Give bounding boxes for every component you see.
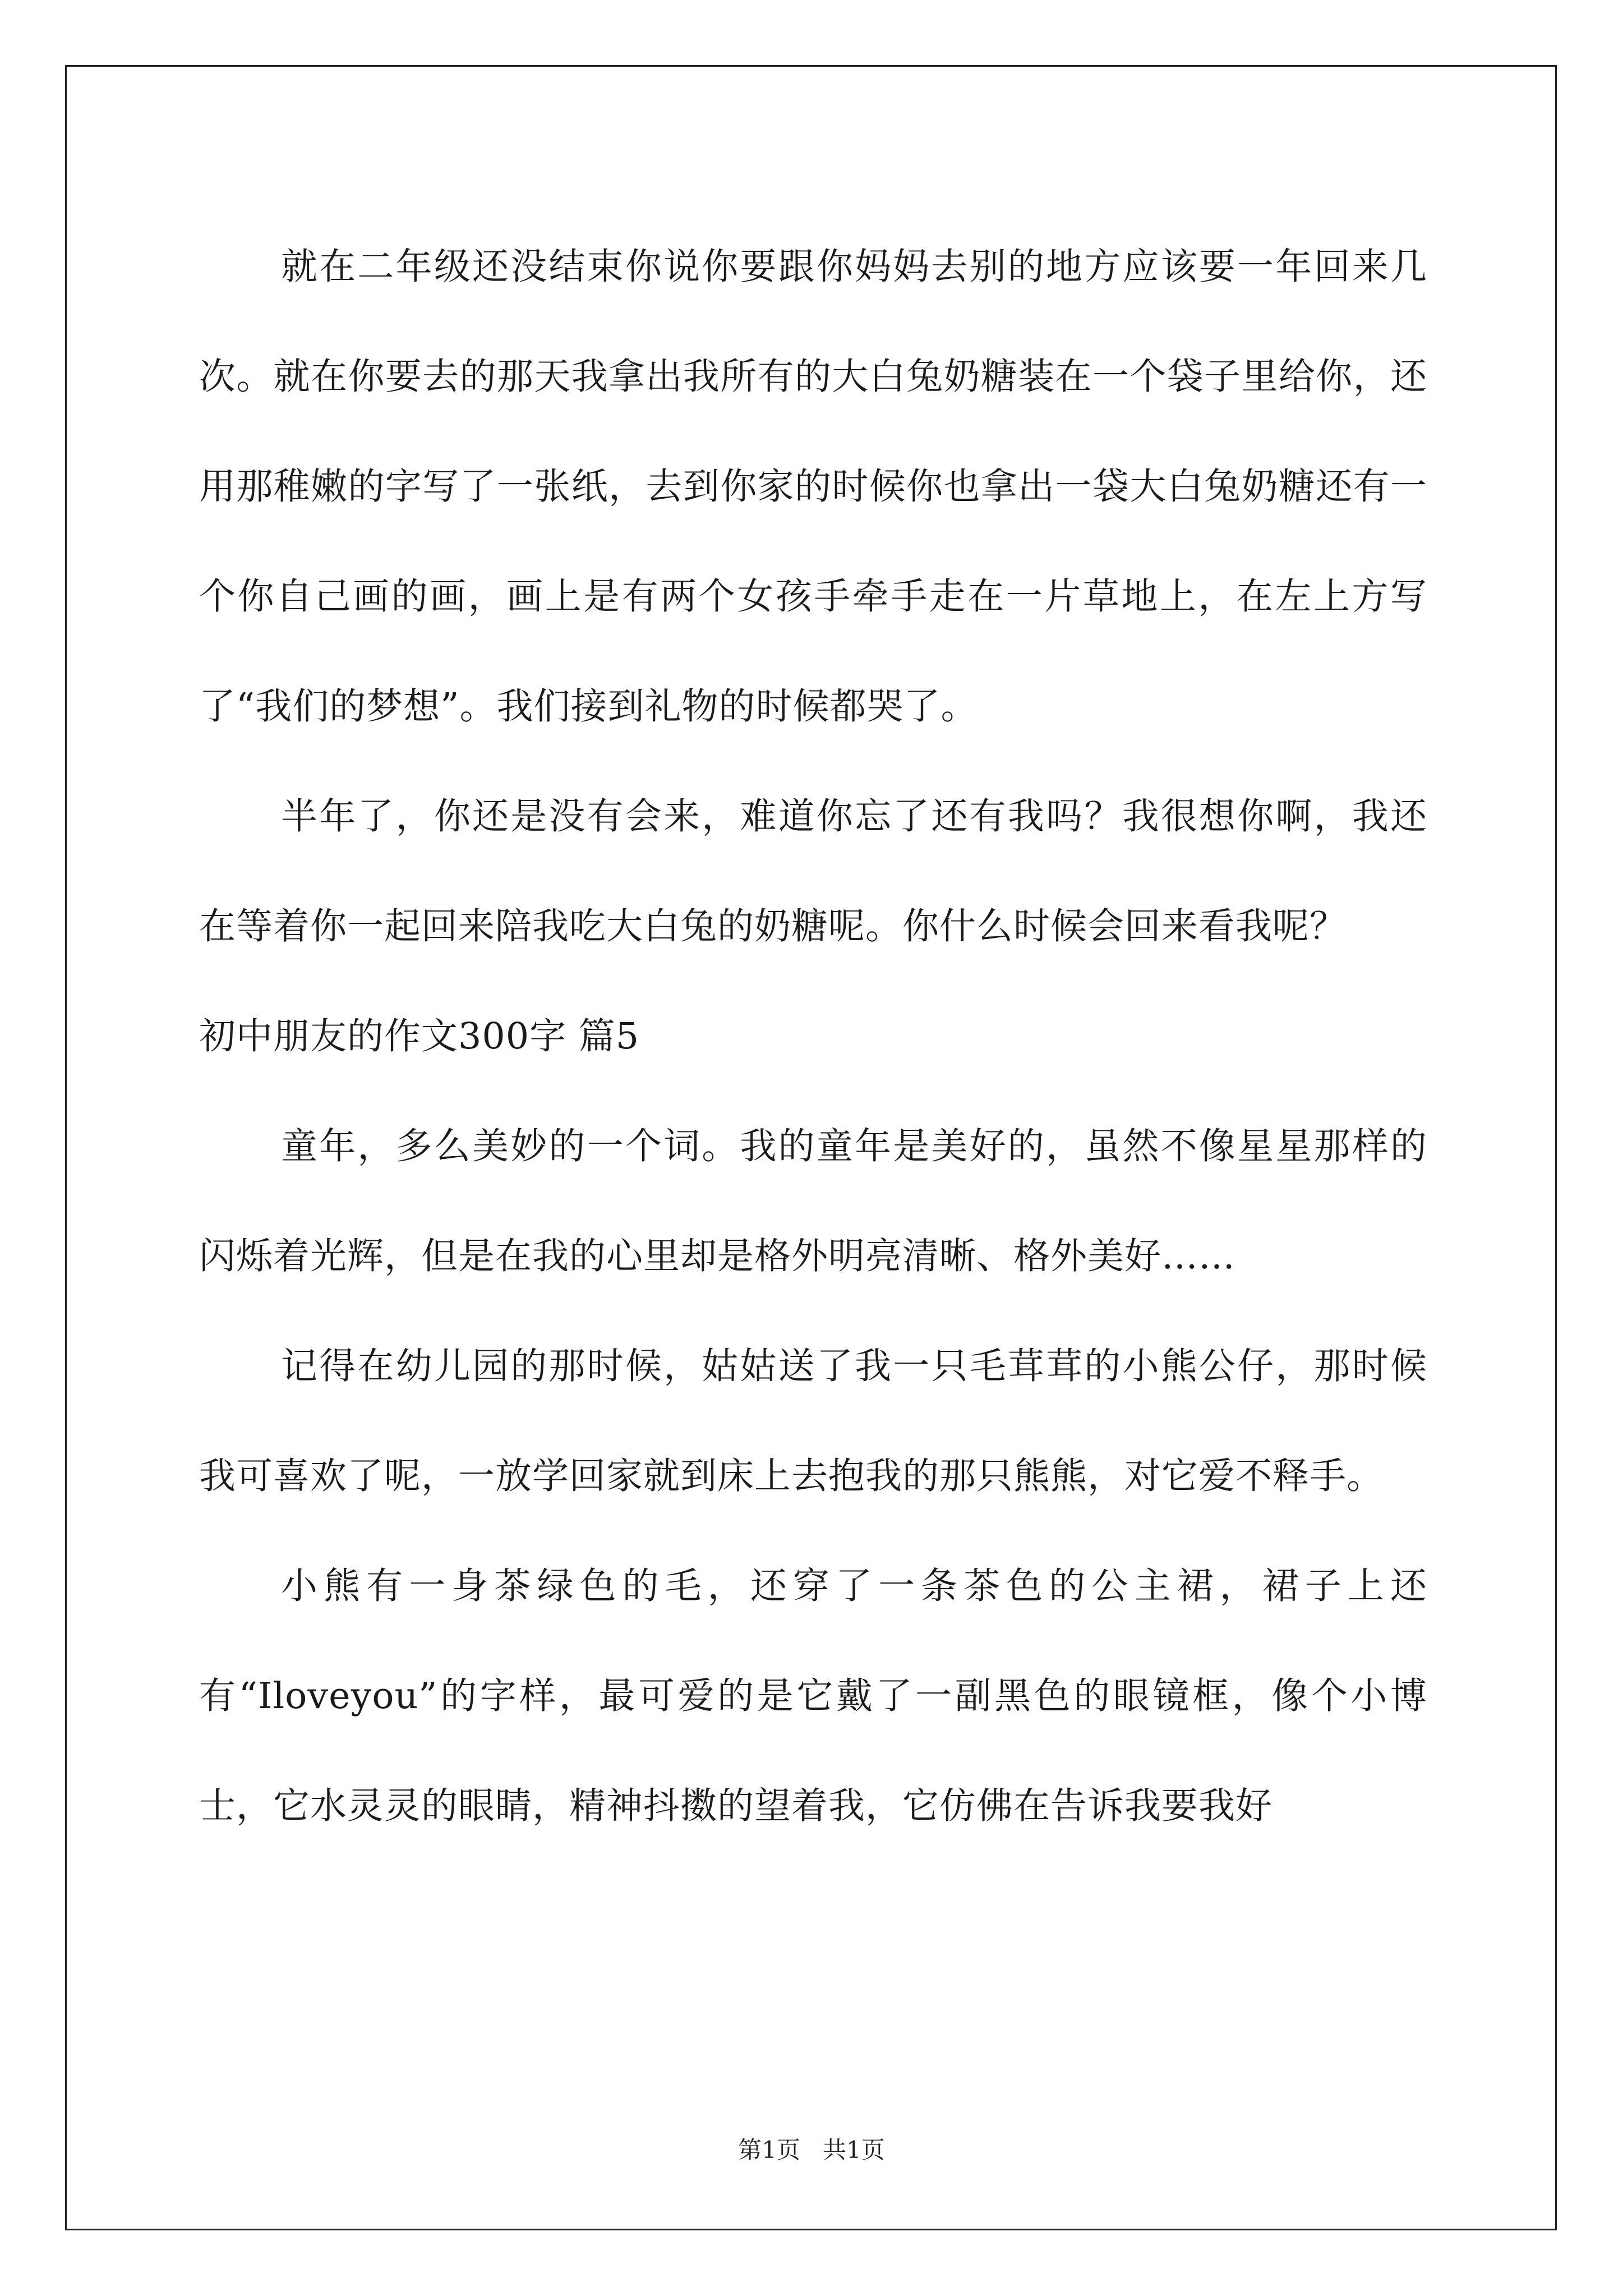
- page-number-footer: 第1页 共1页: [738, 2136, 885, 2164]
- section-heading: 初中朋友的作文300字 篇5: [199, 1015, 640, 1057]
- paragraph-3: 童年，多么美妙的一个词。我的童年是美好的，虽然不像星星那样的闪烁着光辉，但是在我的心里却是格外明亮清晰、格外美好……: [199, 1125, 1427, 1277]
- paragraph-2: 半年了，你还是没有会来，难道你忘了还有我吗？我很想你啊，我还在等着你一起回来陪我吃大白兔的奶糖呢。你什么时候会回来看我呢？: [199, 795, 1427, 947]
- paragraph-5: 小熊有一身茶绿色的毛，还穿了一条茶色的公主裙，裙子上还有“Iloveyou”的字样，最可爱的是它戴了一副黑色的眼镜框，像个小博士，它水灵灵的眼睛，精神抖擞的望着我，它仿佛在告诉我要我好: [199, 1565, 1427, 1827]
- document-body: [199, 212, 1427, 1861]
- paragraph-1: 就在二年级还没结束你说你要跟你妈妈去别的地方应该要一年回来几次。就在你要去的那天我拿出我所有的大白兔奶糖装在一个袋子里给你，还用那稚嫩的字写了一张纸，去到你家的时候你也拿出一袋大白兔奶糖还有一个你自己画的画，画上是有两个女孩手牵手走在一片草地上，在左上方写了“我们的梦想”。我们接到礼物的时候都哭了。: [199, 246, 1427, 728]
- paragraph-4: 记得在幼儿园的那时候，姑姑送了我一只毛茸茸的小熊公仔，那时候我可喜欢了呢，一放学回家就到床上去抱我的那只熊熊，对它爱不释手。: [199, 1345, 1427, 1497]
